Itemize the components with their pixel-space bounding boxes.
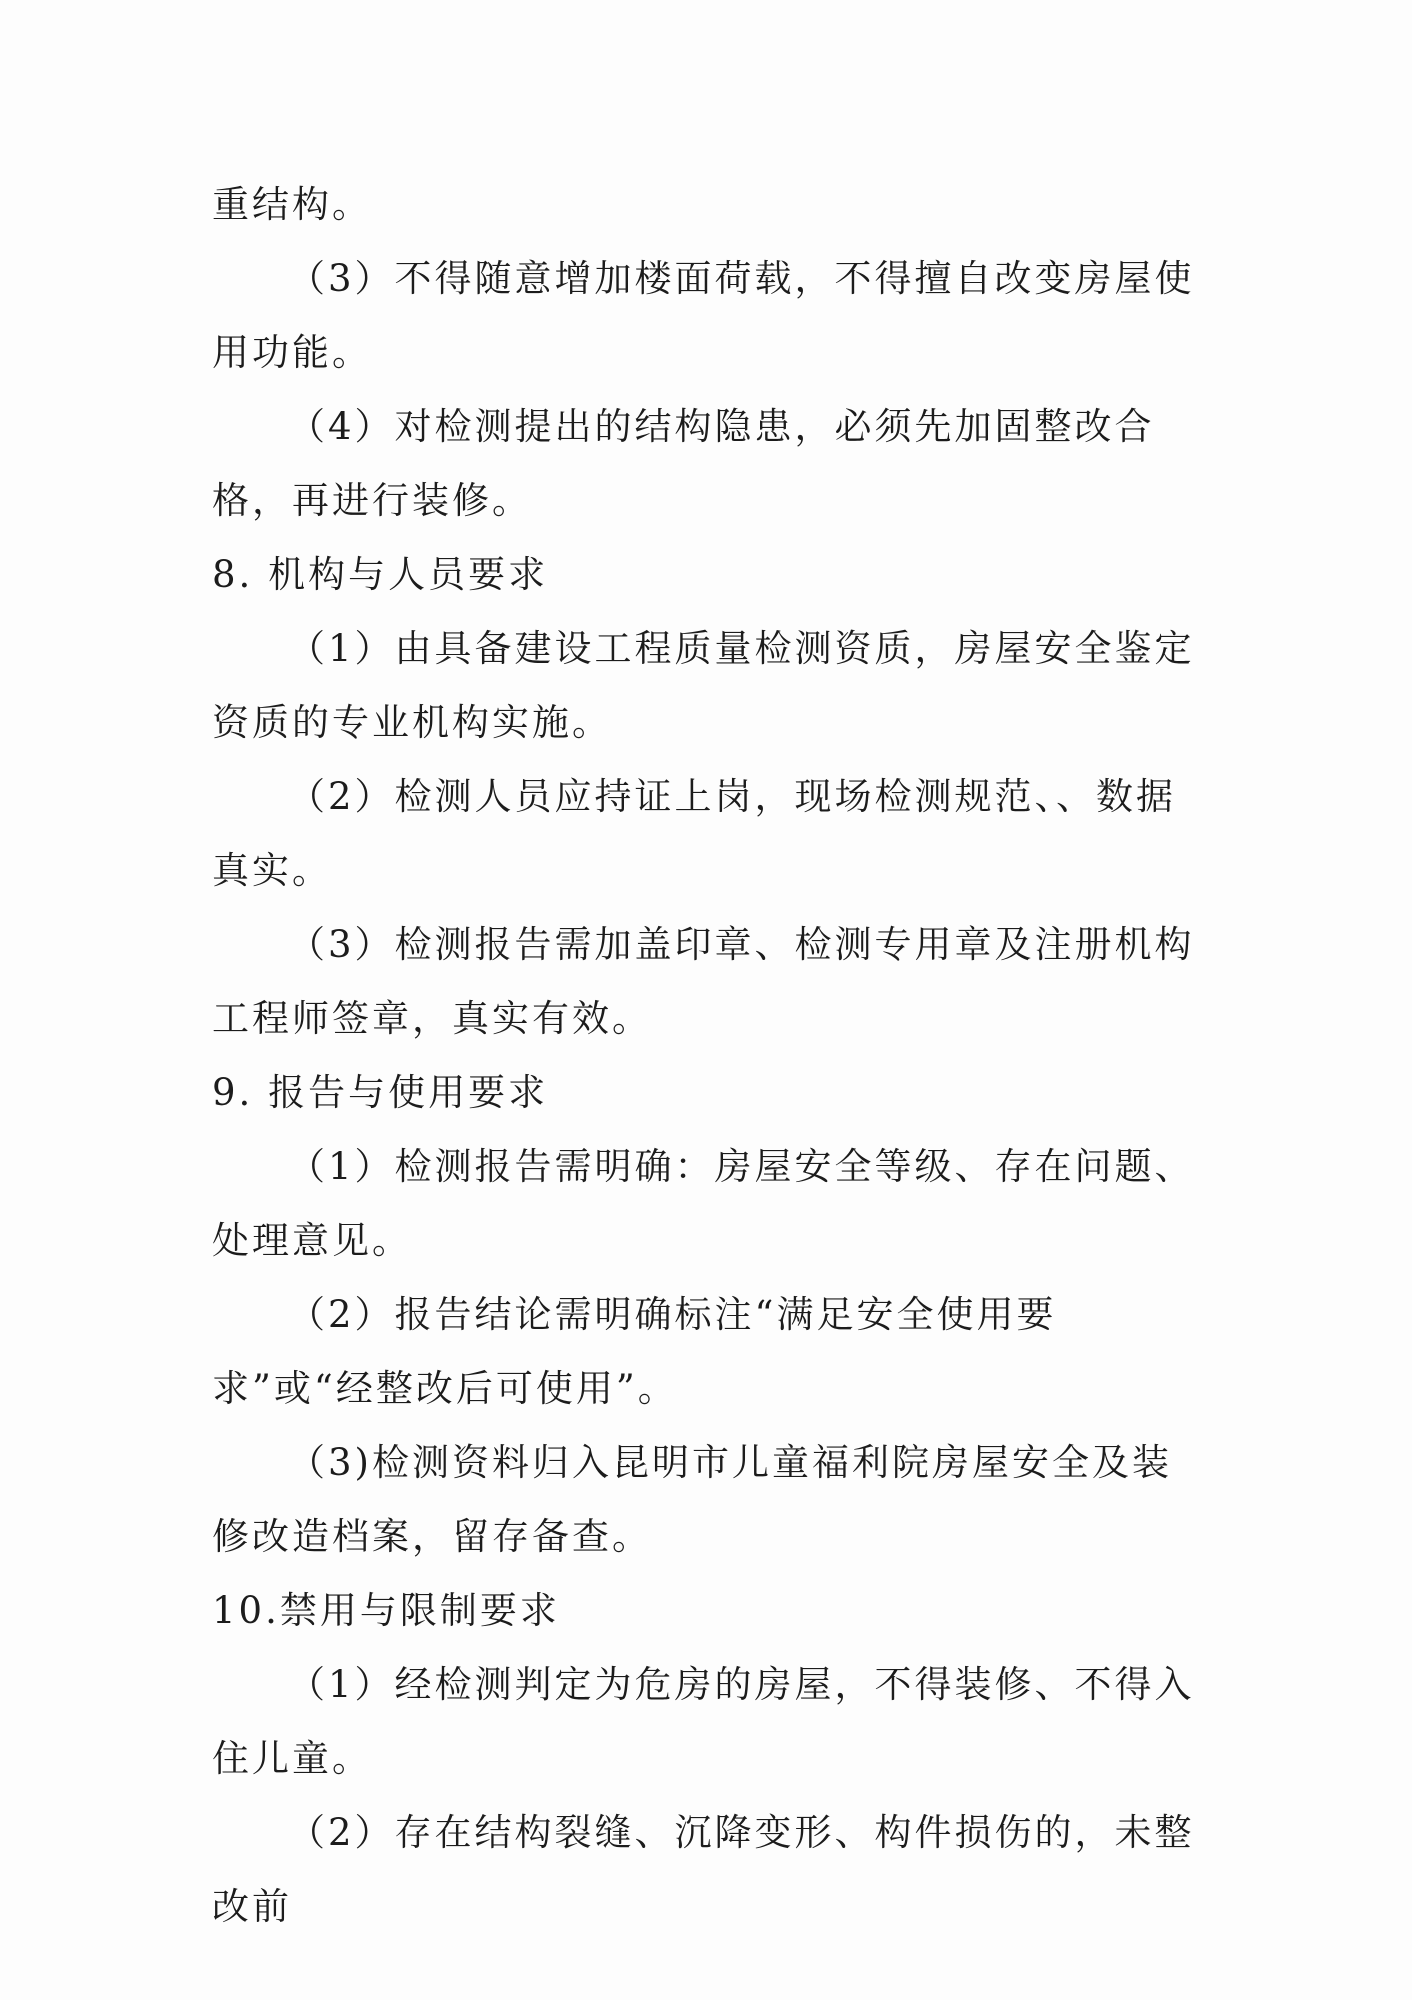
section-heading-8: 8. 机构与人员要求: [212, 553, 549, 596]
section-heading-9: 9. 报告与使用要求: [212, 1071, 549, 1114]
list-item-3-load: （3）不得随意增加楼面荷载，不得擅自改变房屋使用功能。: [212, 257, 1195, 374]
list-item-10-2: （2）存在结构裂缝、沉降变形、构件损伤的，未整改前: [212, 1811, 1195, 1928]
document-body: [212, 168, 1202, 1944]
list-item-9-1: （1）检测报告需明确：房屋安全等级、存在问题、处理意见。: [212, 1145, 1195, 1262]
list-item-8-3: （3）检测报告需加盖印章、检测专用章及注册机构工程师签章，真实有效。: [212, 923, 1195, 1040]
list-item-8-2: （2）检测人员应持证上岗，现场检测规范、、数据真实。: [212, 775, 1177, 892]
list-item-8-1: （1）由具备建设工程质量检测资质，房屋安全鉴定资质的专业机构实施。: [212, 627, 1195, 744]
list-item-10-1: （1）经检测判定为危房的房屋，不得装修、不得入住儿童。: [212, 1663, 1195, 1780]
section-heading-10: 10.禁用与限制要求: [212, 1589, 560, 1632]
paragraph-continuation: 重结构。: [212, 183, 372, 226]
list-item-4-hazard: （4）对检测提出的结构隐患，必须先加固整改合格，再进行装修。: [212, 405, 1155, 522]
list-item-9-2: （2）报告结论需明确标注“满足安全使用要求”或“经整改后可使用”。: [212, 1293, 1057, 1410]
list-item-9-3: （3)检测资料归入昆明市儿童福利院房屋安全及装修改造档案，留存备查。: [212, 1441, 1172, 1558]
